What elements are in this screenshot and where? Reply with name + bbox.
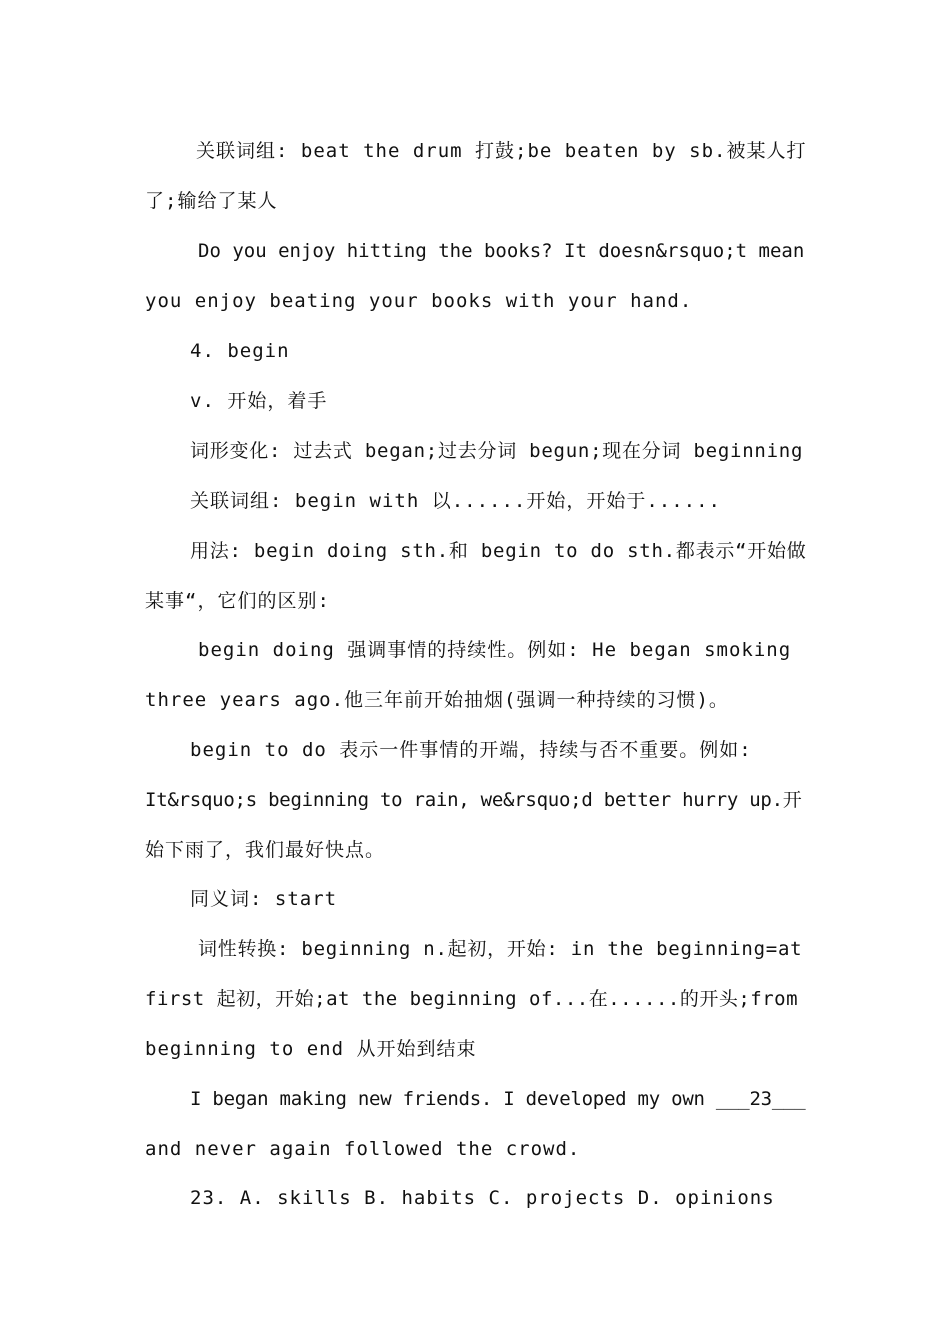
text-line: 关联词组: beat the drum 打鼓;be beaten by sb.被某人打 (196, 140, 807, 162)
text-line: and never again followed the crowd. (145, 1138, 581, 1160)
text-line: 某事“，它们的区别: (145, 590, 330, 612)
text-line: Do you enjoy hitting the books? It doesn&rsquo;t mean (198, 240, 805, 262)
text-line: 4. begin (190, 340, 290, 362)
text-line: begin to do 表示一件事情的开端，持续与否不重要。例如: (190, 739, 752, 761)
text-line: 了;输给了某人 (145, 190, 278, 212)
text-line: first 起初，开始;at the beginning of...在......的开头;from (145, 988, 799, 1010)
text-line: you enjoy beating your books with your hand. (145, 290, 693, 312)
text-line: It&rsquo;s beginning to rain, we&rsquo;d better hurry up.开 (145, 789, 802, 811)
text-line: 词形变化: 过去式 began;过去分词 begun;现在分词 beginning (190, 440, 804, 462)
text-line: I began making new friends. I developed my own ___23___ (190, 1088, 806, 1110)
text-line: 用法: begin doing sth.和 begin to do sth.都表示“开始做 (190, 540, 807, 562)
text-line: 同义词: start (190, 888, 338, 910)
text-line: beginning to end 从开始到结束 (145, 1038, 477, 1060)
text-line: begin doing 强调事情的持续性。例如: He began smoking (198, 639, 792, 661)
text-line: 关联词组: begin with 以......开始，开始于...... (190, 490, 721, 512)
text-line: 词性转换: beginning n.起初，开始: in the beginning=at (198, 938, 803, 960)
text-line: 23. A. skills B. habits C. projects D. opinions (190, 1187, 775, 1209)
text-line: three years ago.他三年前开始抽烟(强调一种持续的习惯)。 (145, 689, 729, 711)
text-line: v. 开始，着手 (190, 390, 328, 412)
text-line: 始下雨了，我们最好快点。 (145, 839, 386, 861)
